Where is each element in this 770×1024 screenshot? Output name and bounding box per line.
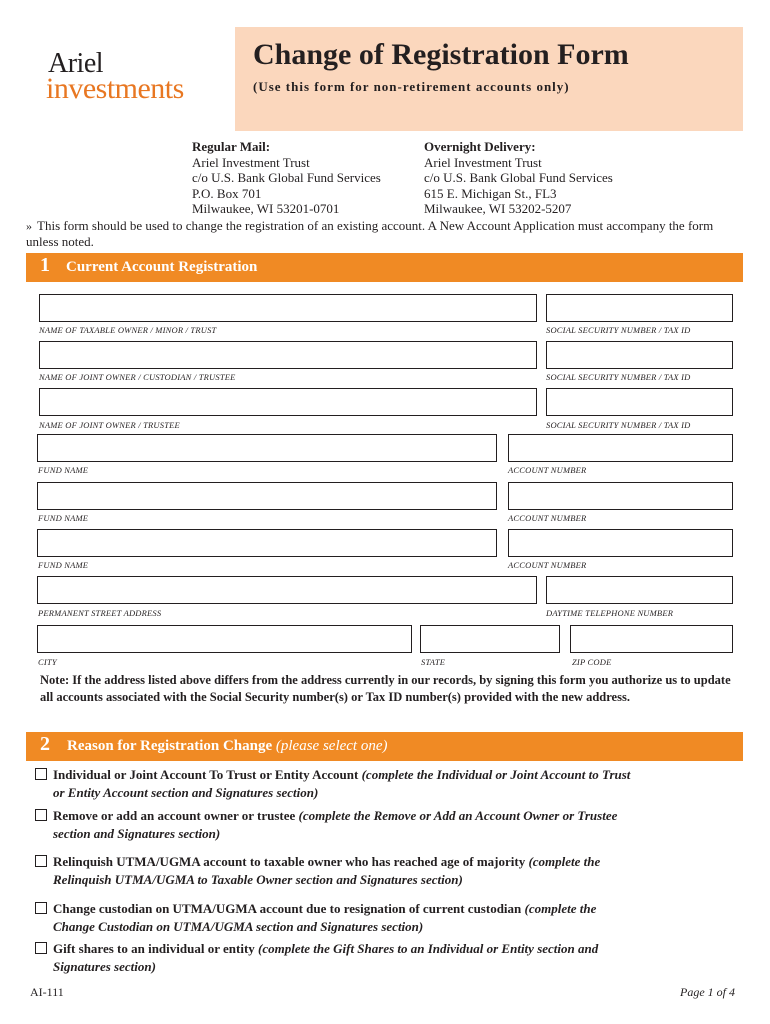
option-hint: (complete the Individual or Joint Account to Trust bbox=[361, 767, 631, 782]
page-subtitle: (Use this form for non-retirement accounts only) bbox=[253, 79, 570, 94]
field-caption: SOCIAL SECURITY NUMBER / TAX ID bbox=[546, 372, 691, 382]
address-line: c/o U.S. Bank Global Fund Services bbox=[424, 170, 613, 185]
joint-owner-trustee-input[interactable] bbox=[39, 388, 537, 416]
account-number-input-1[interactable] bbox=[508, 434, 733, 462]
checkbox[interactable] bbox=[35, 942, 47, 954]
field-caption: NAME OF JOINT OWNER / CUSTODIAN / TRUSTEE bbox=[39, 372, 236, 382]
option-hint: (complete the bbox=[524, 901, 597, 916]
reason-option-4[interactable] bbox=[35, 900, 747, 936]
field-caption: ACCOUNT NUMBER bbox=[508, 465, 587, 475]
field-caption: NAME OF TAXABLE OWNER / MINOR / TRUST bbox=[39, 325, 217, 335]
field-caption: CITY bbox=[38, 657, 57, 667]
section-number: 1 bbox=[40, 254, 50, 276]
city-input[interactable] bbox=[37, 625, 412, 653]
intro-paragraph: This form should be used to change the registration of an existing account. A New Account Application must accompany the form unless noted. bbox=[26, 218, 714, 249]
fund-name-input-1[interactable] bbox=[37, 434, 497, 462]
address-line: c/o U.S. Bank Global Fund Services bbox=[192, 170, 381, 185]
section-2-header bbox=[26, 732, 743, 761]
field-caption: ACCOUNT NUMBER bbox=[508, 513, 587, 523]
address-line: P.O. Box 701 bbox=[192, 185, 262, 201]
field-caption: FUND NAME bbox=[38, 513, 89, 523]
option-hint: (complete the Gift Shares to an Individual or Entity section and bbox=[258, 941, 599, 956]
section-title-hint: (please select one) bbox=[275, 738, 388, 754]
page-number: Page 1 of 4 bbox=[680, 985, 735, 999]
field-caption: ACCOUNT NUMBER bbox=[508, 560, 587, 570]
option-label: Individual or Joint Account To Trust or Entity Account bbox=[53, 767, 359, 782]
option-label: Change custodian on UTMA/UGMA account due to resignation of current custodian bbox=[53, 901, 522, 916]
reason-option-1[interactable] bbox=[35, 766, 747, 802]
form-id: AI-111 bbox=[30, 985, 64, 999]
address-note: Note: If the address listed above differs from the address currently in our records, by signing this form you authorize us to update all accounts associated with the Social Security number(s) or Tax ID number(s) provided with the new address. bbox=[40, 673, 731, 704]
field-caption: ZIP CODE bbox=[572, 657, 612, 667]
address-line: 615 E. Michigan St., FL3 bbox=[424, 185, 557, 201]
fund-name-input-2[interactable] bbox=[37, 482, 497, 510]
address-line: Ariel Investment Trust bbox=[192, 154, 310, 170]
section-number: 2 bbox=[40, 733, 50, 755]
account-number-input-2[interactable] bbox=[508, 482, 733, 510]
option-hint: (complete the bbox=[528, 854, 601, 869]
state-input[interactable] bbox=[420, 625, 560, 653]
joint-owner-custodian-input[interactable] bbox=[39, 341, 537, 369]
ssn-input-1[interactable] bbox=[546, 294, 733, 322]
logo-investments-text: investments bbox=[46, 72, 184, 105]
phone-input[interactable] bbox=[546, 576, 733, 604]
option-hint: Relinquish UTMA/UGMA to Taxable Owner section and Signatures section) bbox=[53, 872, 463, 887]
section-1-header bbox=[26, 253, 743, 282]
regular-mail-address bbox=[192, 139, 381, 217]
option-hint: (complete the Remove or Add an Account Owner or Trustee bbox=[298, 808, 618, 823]
account-number-input-3[interactable] bbox=[508, 529, 733, 557]
chevron-right-icon: » bbox=[26, 219, 32, 233]
checkbox[interactable] bbox=[35, 855, 47, 867]
option-label: Gift shares to an individual or entity bbox=[53, 941, 255, 956]
field-caption: PERMANENT STREET ADDRESS bbox=[38, 608, 162, 618]
field-caption: SOCIAL SECURITY NUMBER / TAX ID bbox=[546, 420, 691, 430]
ssn-input-3[interactable] bbox=[546, 388, 733, 416]
section-title-text: Reason for Registration Change bbox=[67, 738, 273, 754]
ssn-input-2[interactable] bbox=[546, 341, 733, 369]
address-line: Milwaukee, WI 53201-0701 bbox=[192, 201, 340, 216]
intro-text bbox=[26, 218, 748, 249]
field-caption: SOCIAL SECURITY NUMBER / TAX ID bbox=[546, 325, 691, 335]
section-title bbox=[67, 738, 388, 755]
reason-option-5[interactable] bbox=[35, 940, 747, 976]
page-title: Change of Registration Form bbox=[253, 38, 629, 71]
overnight-delivery-address bbox=[424, 139, 613, 217]
checkbox[interactable] bbox=[35, 902, 47, 914]
option-label: Remove or add an account owner or trustee bbox=[53, 808, 296, 823]
field-caption: STATE bbox=[421, 657, 446, 667]
regular-mail-heading: Regular Mail: bbox=[192, 139, 271, 154]
field-caption: FUND NAME bbox=[38, 560, 89, 570]
field-caption: DAYTIME TELEPHONE NUMBER bbox=[546, 608, 674, 618]
option-hint: or Entity Account section and Signatures section) bbox=[53, 785, 319, 800]
reason-option-2[interactable] bbox=[35, 807, 747, 843]
address-line: Ariel Investment Trust bbox=[424, 154, 542, 170]
checkbox[interactable] bbox=[35, 768, 47, 780]
address-line: Milwaukee, WI 53202-5207 bbox=[424, 201, 572, 216]
taxable-owner-name-input[interactable] bbox=[39, 294, 537, 322]
section-title: Current Account Registration bbox=[66, 259, 258, 275]
field-caption: NAME OF JOINT OWNER / TRUSTEE bbox=[39, 420, 180, 430]
logo-ariel-text: Ariel bbox=[48, 48, 104, 79]
option-hint: Change Custodian on UTMA/UGMA section and Signatures section) bbox=[53, 919, 424, 934]
overnight-delivery-heading: Overnight Delivery: bbox=[424, 139, 536, 154]
option-hint: section and Signatures section) bbox=[53, 826, 221, 841]
reason-option-3[interactable] bbox=[35, 853, 747, 889]
option-label: Relinquish UTMA/UGMA account to taxable owner who has reached age of majority bbox=[53, 854, 526, 869]
street-address-input[interactable] bbox=[37, 576, 537, 604]
checkbox[interactable] bbox=[35, 809, 47, 821]
zip-code-input[interactable] bbox=[570, 625, 733, 653]
field-caption: FUND NAME bbox=[38, 465, 89, 475]
option-hint: Signatures section) bbox=[53, 959, 156, 974]
fund-name-input-3[interactable] bbox=[37, 529, 497, 557]
